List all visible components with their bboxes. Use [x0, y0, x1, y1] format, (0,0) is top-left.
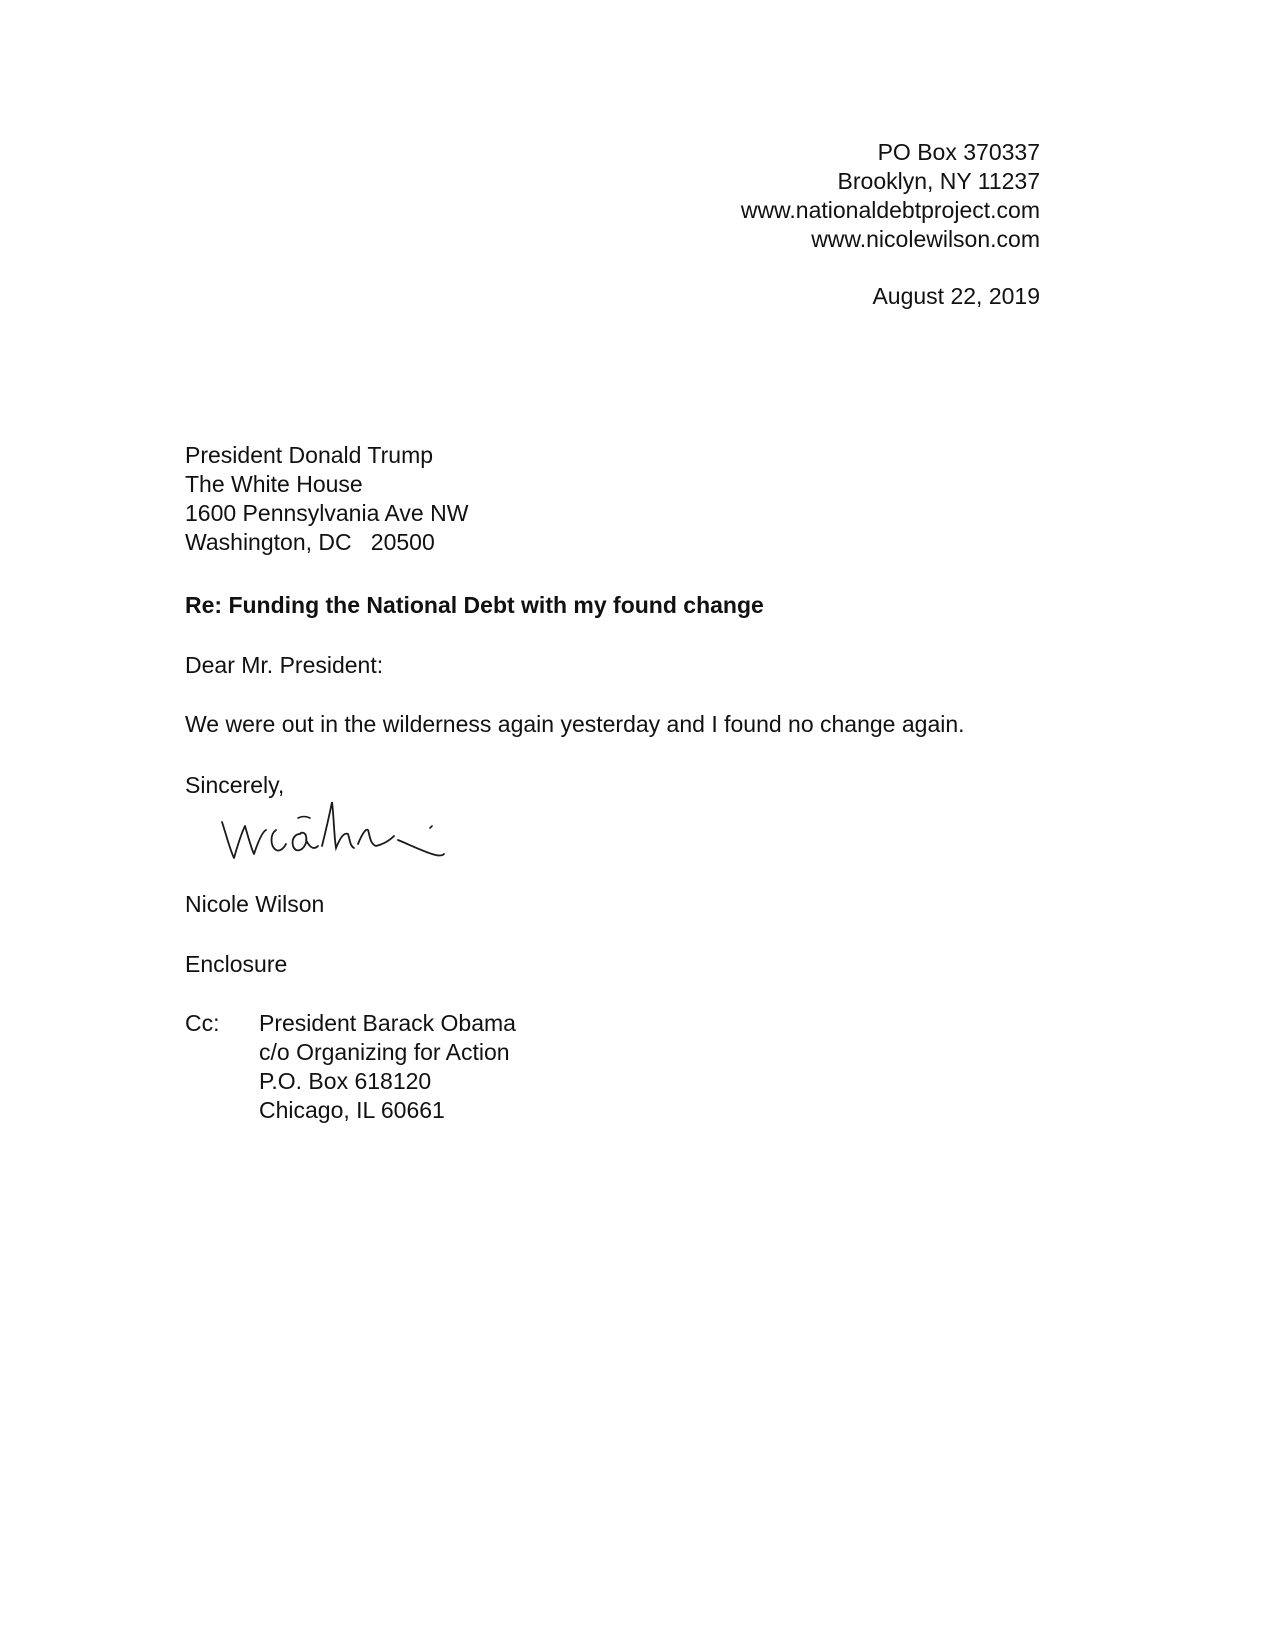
sender-website-national-debt: www.nationaldebtproject.com	[740, 197, 1040, 223]
letter-body: We were out in the wilderness again yesterday and I found no change again.	[185, 711, 965, 737]
sender-address-block	[741, 138, 1040, 254]
enclosure-note: Enclosure	[185, 951, 288, 977]
recipient-name: President Donald Trump	[185, 442, 434, 468]
recipient-city-state-zip: Washington, DC 20500	[185, 529, 435, 555]
cc-po-box: P.O. Box 618120	[259, 1068, 432, 1094]
recipient-organization: The White House	[185, 471, 363, 497]
cc-address-block	[259, 1009, 516, 1125]
letter-date: August 22, 2019	[872, 283, 1040, 309]
handwritten-signature	[218, 800, 468, 872]
cc-care-of: c/o Organizing for Action	[259, 1039, 510, 1065]
recipient-street: 1600 Pennsylvania Ave NW	[185, 500, 469, 526]
recipient-address-block	[185, 441, 468, 557]
signer-name: Nicole Wilson	[185, 891, 325, 917]
closing: Sincerely,	[185, 772, 285, 798]
cc-label: Cc:	[185, 1010, 220, 1036]
salutation: Dear Mr. President:	[185, 652, 384, 678]
sender-city-state-zip: Brooklyn, NY 11237	[837, 168, 1040, 194]
sender-po-box: PO Box 370337	[877, 139, 1040, 165]
cc-name: President Barack Obama	[259, 1010, 516, 1036]
subject-line: Re: Funding the National Debt with my found change	[185, 592, 764, 618]
sender-website-personal: www.nicolewilson.com	[811, 226, 1040, 252]
cc-city-state-zip: Chicago, IL 60661	[259, 1097, 445, 1123]
